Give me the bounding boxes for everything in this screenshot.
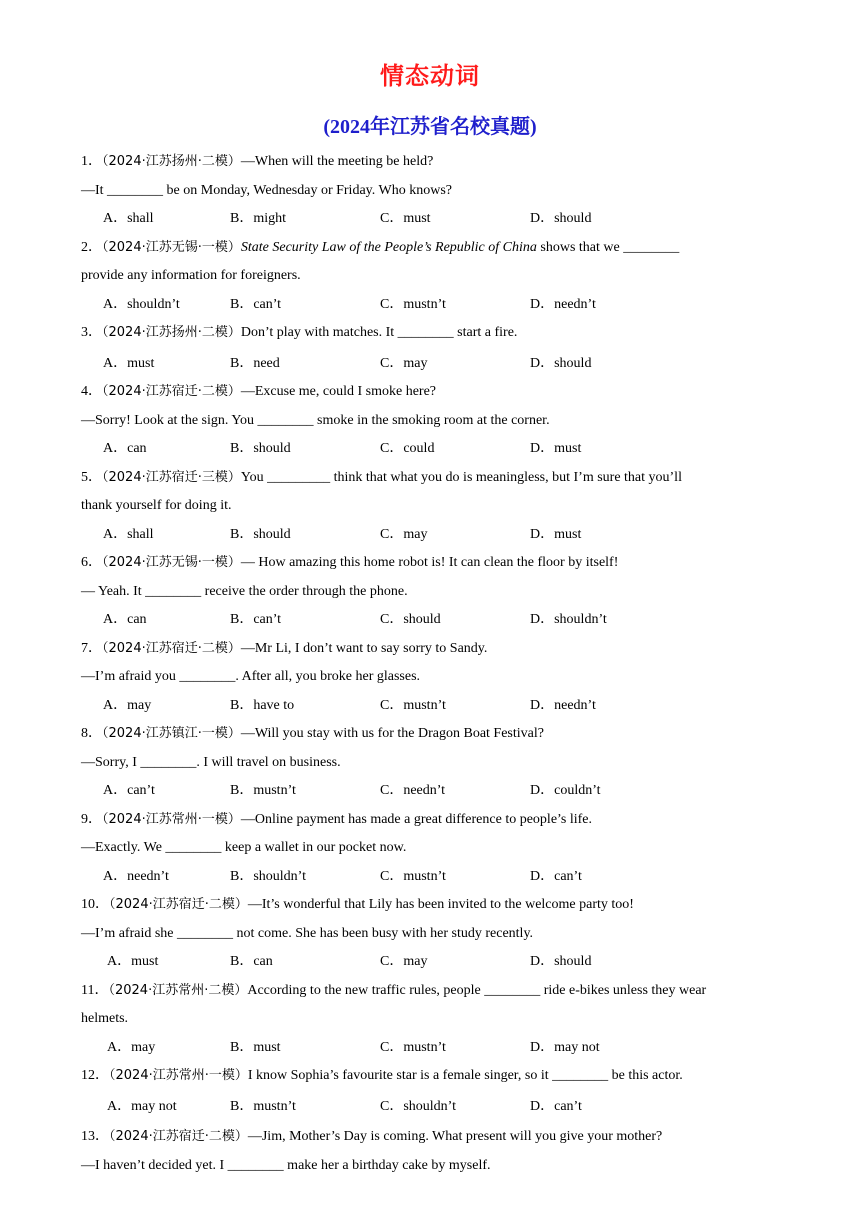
question-source: （2024·江苏无锡·一模） — [102, 239, 241, 255]
question-text: shows that we ________ — [536, 239, 680, 255]
question-stem — [81, 806, 781, 835]
options-row — [81, 1034, 781, 1063]
options-row — [81, 521, 781, 550]
question-source: （2024·江苏无锡·一模） — [102, 555, 241, 570]
question-text: According to the new traffic rules, people ________ ride e-bikes unless they wear — [247, 982, 707, 998]
question-4 — [81, 378, 781, 464]
question-line-2: —I’m afraid you ________. After all, you broke her glasses. — [81, 669, 421, 684]
option-c: C．should — [380, 612, 441, 627]
option-a: A．can — [103, 612, 147, 627]
question-number: 10． — [81, 897, 109, 912]
option-a: A．must — [107, 954, 159, 969]
question-10 — [81, 891, 781, 977]
options-row — [81, 948, 781, 977]
question-text: —It’s wonderful that Lily has been invited to the welcome party too! — [247, 897, 634, 912]
question-1 — [81, 148, 781, 234]
option-b: B．can’t — [230, 612, 282, 627]
question-source: （2024·江苏常州·一模） — [102, 811, 241, 827]
question-stem — [81, 319, 781, 348]
question-text: Don’t play with matches. It ________ start a fire. — [240, 325, 518, 340]
question-line-2: —Sorry, I ________. I will travel on business. — [81, 754, 341, 770]
option-c: C．mustn’t — [380, 697, 446, 713]
question-stem — [81, 720, 781, 749]
option-b: B．must — [230, 1039, 281, 1055]
question-source: （2024·江苏宿迁·三模） — [102, 469, 241, 485]
option-d: D．should — [530, 954, 592, 969]
question-text: You _________ think that what you do is meaningless, but I’m sure that you’ll — [240, 469, 682, 485]
option-b: B．should — [230, 526, 291, 542]
question-stem — [81, 378, 781, 407]
question-number: 2． — [81, 239, 102, 255]
question-line-2: helmets. — [81, 1011, 129, 1026]
question-text: —Will you stay with us for the Dragon Boat Festival? — [240, 726, 544, 741]
question-text: —When will the meeting be held? — [240, 154, 434, 169]
question-7 — [81, 635, 781, 721]
question-stem — [81, 1062, 781, 1091]
question-number: 12． — [81, 1068, 109, 1083]
question-line-2: —It ________ be on Monday, Wednesday or Friday. Who knows? — [81, 182, 452, 198]
question-stem — [81, 891, 781, 920]
question-line-2: — Yeah. It ________ receive the order through the phone. — [81, 583, 408, 599]
question-11 — [81, 977, 781, 1063]
question-5 — [81, 464, 781, 550]
question-source: （2024·江苏镇江·一模） — [102, 726, 241, 741]
option-d: D．can’t — [530, 868, 582, 884]
option-b: B．mustn’t — [230, 783, 296, 798]
options-row — [81, 863, 781, 892]
option-c: C．must — [380, 211, 431, 226]
question-number: 5． — [81, 469, 102, 485]
options-row — [81, 1093, 781, 1122]
question-line-2: thank yourself for doing it. — [81, 498, 232, 513]
option-d: D．must — [530, 441, 582, 456]
page-subtitle: (2024年江苏省名校真题) — [323, 116, 537, 138]
law-title: State Security Law of the People’s Republic of China — [240, 239, 537, 255]
options-row — [81, 205, 781, 234]
option-b: B．should — [230, 441, 291, 456]
question-source: （2024·江苏宿迁·二模） — [102, 384, 241, 399]
option-a: A．may — [103, 697, 152, 713]
options-row — [81, 606, 781, 635]
option-a: A．shouldn’t — [103, 296, 180, 312]
question-source: （2024·江苏宿迁·二模） — [109, 897, 248, 912]
question-number: 3． — [81, 325, 102, 340]
option-a: A．may not — [107, 1098, 177, 1114]
option-c: C．shouldn’t — [380, 1098, 456, 1114]
options-row — [81, 692, 781, 721]
question-text: I know Sophia’s favourite star is a female singer, so it ________ be this actor. — [247, 1068, 683, 1083]
option-c: C．may — [380, 954, 428, 969]
question-number: 6． — [81, 555, 102, 570]
question-line-2: —Sorry! Look at the sign. You ________ smoke in the smoking room at the corner. — [81, 412, 550, 428]
question-number: 11． — [81, 982, 109, 998]
question-stem — [81, 635, 781, 664]
question-number: 13． — [81, 1129, 109, 1144]
question-stem — [81, 234, 781, 263]
question-line-2: —Exactly. We ________ keep a wallet in our pocket now. — [81, 840, 407, 855]
question-13 — [81, 1123, 781, 1180]
option-a: A．shall — [103, 211, 154, 226]
options-row — [81, 435, 781, 464]
option-a: A．must — [103, 355, 155, 371]
option-d: D．may not — [530, 1039, 600, 1055]
option-d: D．can’t — [530, 1098, 582, 1114]
question-8 — [81, 720, 781, 806]
question-number: 9． — [81, 811, 102, 827]
question-text: —Mr Li, I don’t want to say sorry to Sandy. — [240, 640, 488, 656]
question-text: —Excuse me, could I smoke here? — [240, 384, 437, 399]
question-text: —Jim, Mother’s Day is coming. What present will you give your mother? — [247, 1129, 663, 1144]
question-text: — How amazing this home robot is! It can clean the floor by itself! — [240, 555, 619, 570]
option-b: B．have to — [230, 697, 295, 713]
option-b: B．can — [230, 954, 273, 969]
question-source: （2024·江苏常州·二模） — [108, 982, 248, 998]
question-number: 8． — [81, 726, 102, 741]
question-list — [81, 148, 781, 1180]
option-b: B．might — [230, 211, 287, 226]
question-9 — [81, 806, 781, 892]
option-c: C．needn’t — [380, 783, 446, 798]
option-b: B．can’t — [230, 296, 282, 312]
option-d: D．must — [530, 526, 582, 542]
question-source: （2024·江苏宿迁·二模） — [102, 640, 241, 656]
option-d: D．should — [530, 355, 592, 371]
option-b: B．need — [230, 355, 280, 371]
option-c: C．mustn’t — [380, 1039, 446, 1055]
option-c: C．mustn’t — [380, 296, 446, 312]
question-source: （2024·江苏宿迁·二模） — [109, 1129, 248, 1144]
question-text: —Online payment has made a great difference to people’s life. — [240, 811, 593, 827]
option-a: A．can — [103, 441, 147, 456]
option-d: D．should — [530, 211, 592, 226]
option-d: D．needn’t — [530, 296, 596, 312]
question-3 — [81, 319, 781, 378]
option-a: A．shall — [103, 526, 154, 542]
question-source: （2024·江苏扬州·二模） — [102, 154, 241, 169]
question-2 — [81, 234, 781, 320]
question-number: 4． — [81, 384, 102, 399]
page-title: 情态动词 — [380, 62, 480, 90]
question-line-2: —I haven’t decided yet. I ________ make her a birthday cake by myself. — [81, 1157, 491, 1173]
options-row — [81, 350, 781, 379]
option-b: B．shouldn’t — [230, 868, 306, 884]
question-stem — [81, 977, 781, 1006]
option-a: A．needn’t — [103, 868, 169, 884]
option-d: D．needn’t — [530, 697, 596, 713]
question-number: 7． — [81, 640, 102, 656]
option-d: D．shouldn’t — [530, 612, 607, 627]
question-12 — [81, 1062, 781, 1121]
question-line-2: —I’m afraid she ________ not come. She has been busy with her study recently. — [81, 925, 534, 941]
question-stem — [81, 549, 781, 578]
question-source: （2024·江苏常州·一模） — [109, 1068, 248, 1083]
question-number: 1． — [81, 154, 102, 169]
question-stem — [81, 464, 781, 493]
options-row — [81, 777, 781, 806]
option-a: A．can’t — [103, 783, 155, 798]
option-c: C．may — [380, 355, 428, 371]
options-row — [81, 291, 781, 320]
option-c: C．may — [380, 526, 428, 542]
option-d: D．couldn’t — [530, 783, 601, 798]
question-stem — [81, 148, 781, 177]
question-line-2: provide any information for foreigners. — [81, 268, 301, 283]
option-c: C．mustn’t — [380, 868, 446, 884]
question-source: （2024·江苏扬州·二模） — [102, 325, 241, 340]
question-6 — [81, 549, 781, 635]
option-a: A．may — [107, 1039, 156, 1055]
question-stem — [81, 1123, 781, 1152]
option-c: C．could — [380, 441, 435, 456]
option-b: B．mustn’t — [230, 1098, 296, 1114]
